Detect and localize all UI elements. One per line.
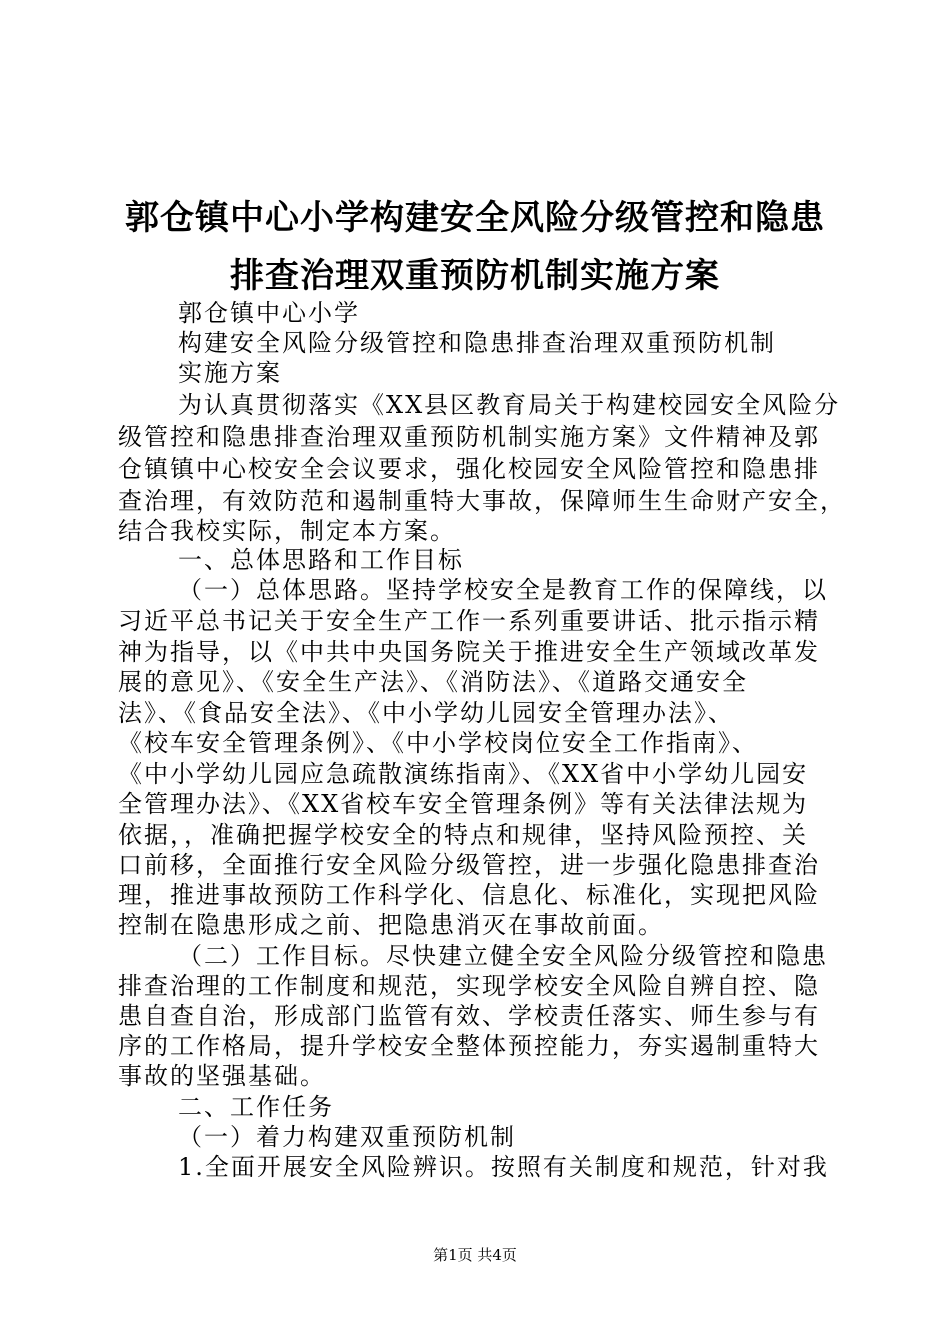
- body-line: 患自查自治，形成部门监管有效、学校责任落实、师生参与有: [118, 1002, 820, 1030]
- body-line: 结合我校实际，制定本方案。: [118, 517, 456, 545]
- body-line: 事故的坚强基础。: [118, 1062, 326, 1090]
- body-line: 级管控和隐患排查治理双重预防机制实施方案》文件精神及郭: [118, 423, 820, 451]
- body-line: 构建安全风险分级管控和隐患排查治理双重预防机制: [178, 329, 776, 357]
- body-line: 习近平总书记关于安全生产工作一系列重要讲话、批示指示精: [118, 607, 820, 635]
- body-line: 神为指导，以《中共中央国务院关于推进安全生产领域改革发: [118, 638, 820, 666]
- section-heading: 一、总体思路和工作目标: [178, 546, 464, 574]
- body-line: 控制在隐患形成之前、把隐患消灭在事故前面。: [118, 911, 664, 939]
- body-line: （二）工作目标。尽快建立健全安全风险分级管控和隐患: [178, 942, 828, 970]
- body-line: 序的工作格局，提升学校安全整体预控能力，夯实遏制重特大: [118, 1032, 820, 1060]
- body-line: 1.全面开展安全风险辨识。按照有关制度和规范，针对我: [178, 1153, 829, 1181]
- body-line: 查治理，有效防范和遏制重特大事故，保障师生生命财产安全，: [118, 487, 846, 515]
- body-line: （一）总体思路。坚持学校安全是教育工作的保障线，以: [178, 576, 828, 604]
- body-line: 全管理办法》、《XX省校车安全管理条例》等有关法律法规为: [118, 790, 809, 818]
- body-line: 理，推进事故预防工作科学化、信息化、标准化，实现把风险: [118, 881, 820, 909]
- body-line: 展的意见》、《安全生产法》、《消防法》、《道路交通安全: [118, 668, 748, 696]
- document-title-line-2: 排查治理双重预防机制实施方案: [230, 256, 720, 296]
- body-line: 仓镇镇中心校安全会议要求，强化校园安全风险管控和隐患排: [118, 455, 820, 483]
- body-line: 《中小学幼儿园应急疏散演练指南》、《XX省中小学幼儿园安: [118, 760, 809, 788]
- body-line: 实施方案: [178, 359, 282, 387]
- body-line: 郭仓镇中心小学: [178, 299, 360, 327]
- page-footer: 第1页 共4页: [433, 1246, 517, 1264]
- body-line: 法》、《食品安全法》、《中小学幼儿园安全管理办法》、: [118, 699, 734, 727]
- body-line: 《校车安全管理条例》、《中小学校岗位安全工作指南》、: [118, 729, 758, 757]
- body-line: 依据，，准确把握学校安全的特点和规律，坚持风险预控、关: [118, 821, 808, 849]
- section-heading: 二、工作任务: [178, 1093, 334, 1121]
- body-line: 排查治理的工作制度和规范，实现学校安全风险自辨自控、隐: [118, 972, 820, 1000]
- body-line: 口前移，全面推行安全风险分级管控，进一步强化隐患排查治: [118, 851, 820, 879]
- body-line: 为认真贯彻落实《XX县区教育局关于构建校园安全风险分: [178, 391, 841, 419]
- document-title-line-1: 郭仓镇中心小学构建安全风险分级管控和隐患: [125, 198, 825, 238]
- subsection-heading: （一）着力构建双重预防机制: [178, 1123, 516, 1151]
